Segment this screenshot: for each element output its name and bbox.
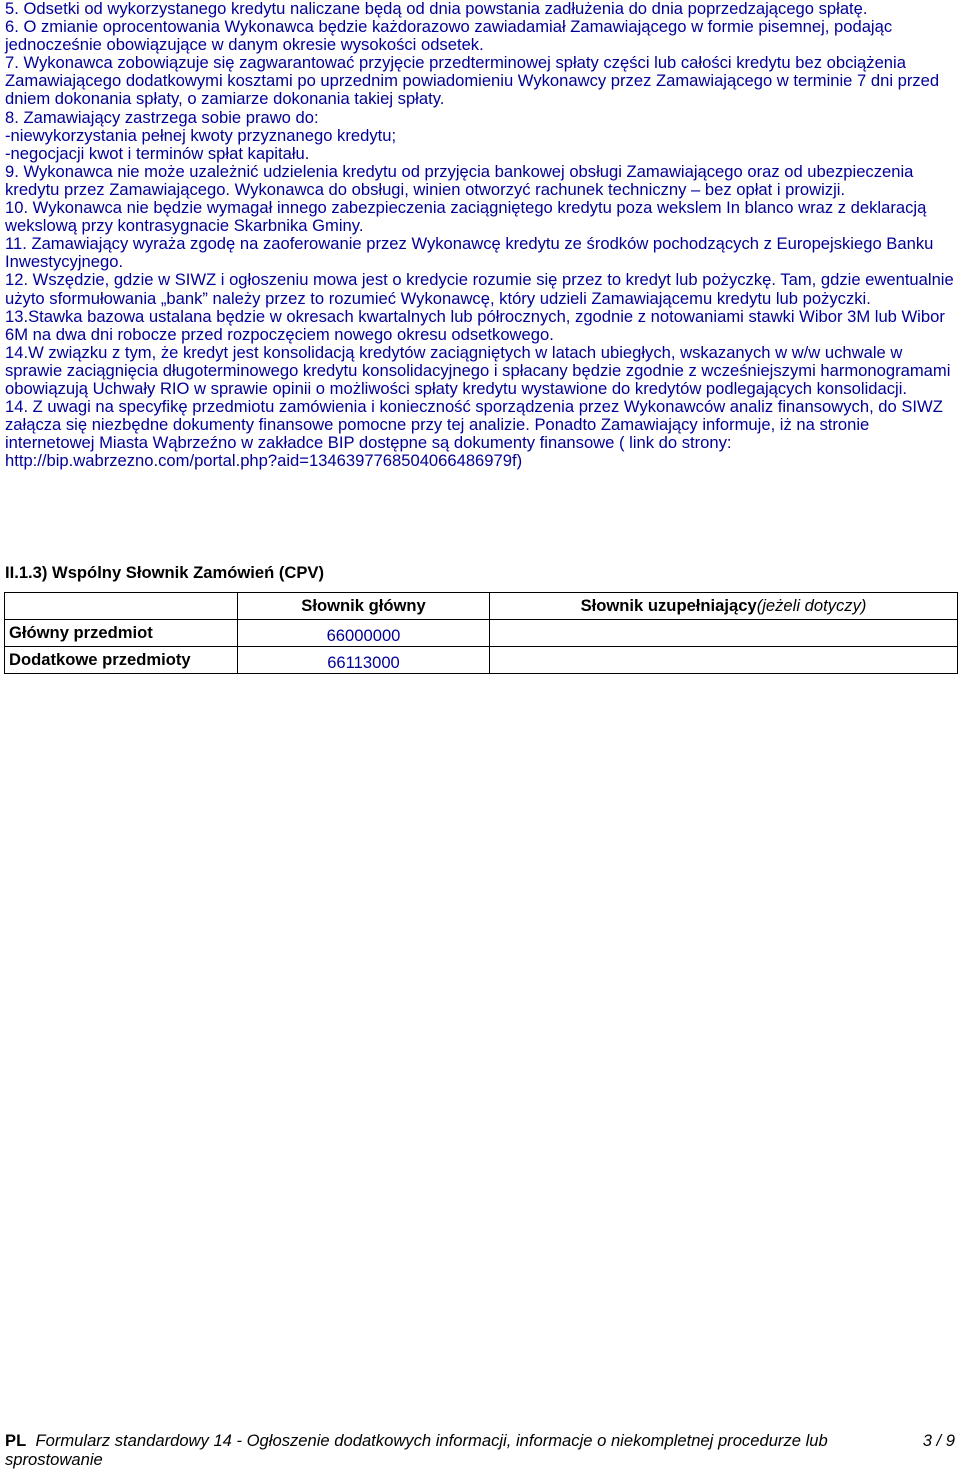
paragraph-11: 11. Zamawiający wyraża zgodę na zaoferowanie przez Wykonawcę kredytu ze środków pochodzących z Europejskiego Banku Inwestycyjnego.	[5, 234, 938, 272]
notice-body-text	[5, 0, 959, 471]
paragraph-10: 10. Wykonawca nie będzie wymagał innego zabezpieczenia zaciągniętego kredytu poza wekslem In blanco wraz z deklaracją wekslową przy kontrasygnacie Skarbnika Gminy.	[5, 198, 931, 236]
paragraph-8-item-1: -niewykorzystania pełnej kwoty przyznanego kredytu;	[5, 125, 397, 145]
cpv-row-label: Główny przedmiot	[5, 620, 238, 647]
paragraph-9: 9. Wykonawca nie może uzależnić udzielenia kredytu od przyjęcia bankowej obsługi Zamawiającego oraz od ubezpieczenia kredytu przez Zamawiającego. Wykonawca do obsługi, winien otworzyć rachunek techniczny – bez opłat i prowizji.	[5, 161, 919, 199]
footer-text	[5, 1431, 865, 1469]
cpv-row-label: Dodatkowe przedmioty	[5, 647, 238, 674]
cpv-main-code: 66000000	[238, 620, 490, 647]
cpv-main-code: 66113000	[238, 647, 490, 674]
table-row	[5, 620, 958, 647]
cpv-supplementary-code	[490, 620, 958, 647]
cpv-header-supplementary-label: Słownik uzupełniający	[580, 596, 757, 615]
cpv-header-supplementary	[490, 593, 958, 620]
paragraph-8-item-2: -negocjacji kwot i terminów spłat kapitału.	[5, 143, 310, 163]
cpv-header-supplementary-note: (jeżeli dotyczy)	[756, 596, 867, 615]
paragraph-12: 12. Wszędzie, gdzie w SIWZ i ogłoszeniu mowa jest o kredycie rozumie się przez to kredyt lub pożyczkę. Tam, gdzie ewentualnie użyto sformułowania „bank” należy przez to rozumieć Wykonawcę, który udzieli Zamawiającemu kredytu lub pożyczki.	[5, 270, 959, 308]
paragraph-8: 8. Zamawiający zastrzega sobie prawo do:	[5, 107, 319, 127]
paragraph-6: 6. O zmianie oprocentowania Wykonawca będzie każdorazowo zawiadamiał Zamawiającego w formie pisemnej, podając jednocześnie obowiązujące w danym okresie wysokości odsetek.	[5, 17, 897, 55]
cpv-table-header-row	[5, 593, 958, 620]
cpv-header-empty	[5, 593, 238, 620]
cpv-section-heading: II.1.3) Wspólny Słownik Zamówień (CPV)	[5, 563, 325, 582]
paragraph-14a: 14.W związku z tym, że kredyt jest konsolidacją kredytów zaciągniętych w latach ubiegłych, wskazanych w w/w uchwale w sprawie zaciągnięcia długoterminowego kredytu konsolidacyjnego i spłacany będzie zgodnie z wcześniejszymi harmonogramami obowiązują Uchwały RIO w sprawie opinii o możliwości spłaty kredytu wystawione do kredytów podlegających konsolidacji.	[5, 342, 956, 398]
paragraph-5: 5. Odsetki od wykorzystanego kredytu naliczane będą od dnia powstania zadłużenia do dnia poprzedzającego spłatę.	[5, 0, 868, 18]
table-row	[5, 647, 958, 674]
cpv-table	[4, 592, 958, 674]
page-footer	[5, 1431, 955, 1469]
footer-form-name: Formularz standardowy 14 - Ogłoszenie dodatkowych informacji, informacje o niekompletnej procedurze lub sprostowanie	[5, 1431, 828, 1469]
paragraph-14b: 14. Z uwagi na specyfikę przedmiotu zamówienia i konieczność sporządzenia przez Wykonawców analiz finansowych, do SIWZ załącza się niezbędne dokumenty finansowe pomocne przy tej analizie. Ponadto Zamawiający informuje, iż na stronie internetowej Miasta Wąbrzeźno w zakładce BIP dostępne są dokumenty finansowe ( link do strony: http://bip.wabrzezno.com/portal.php?aid=134639776850406648​6979f)	[5, 397, 948, 471]
cpv-supplementary-code	[490, 647, 958, 674]
footer-language: PL	[5, 1431, 27, 1450]
paragraph-13: 13.Stawka bazowa ustalana będzie w okresach kwartalnych lub półrocznych, zgodnie z notowaniami stawki Wibor 3M lub Wibor 6M na dwa dni robocze przed rozpoczęciem nowego okresu odsetkowego.	[5, 306, 950, 344]
cpv-header-main: Słownik główny	[238, 593, 490, 620]
paragraph-7: 7. Wykonawca zobowiązuje się zagwarantować przyjęcie przedterminowej spłaty części lub całości kredytu bez obciążenia Zamawiającego dodatkowymi kosztami po uprzednim powiadomieniu Wykonawcy przez Zamawiającego w terminie 7 dni przed dniem dokonania spłaty, o zamiarze dokonania takiej spłaty.	[5, 53, 944, 109]
page-number: 3 / 9	[922, 1431, 955, 1450]
